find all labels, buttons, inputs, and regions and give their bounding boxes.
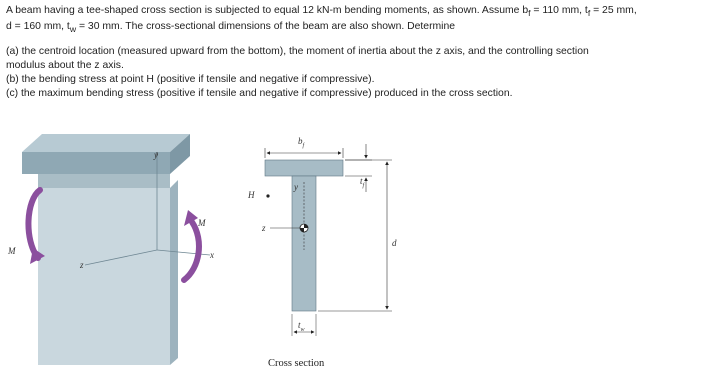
point-H-label: H xyxy=(248,190,255,200)
part-c: (c) the maximum bending stress (positive if tensile and negative if compressive) produced in the cross section. xyxy=(6,88,513,100)
part-b: (b) the bending stress at point H (positive if tensile and negative if compressive). xyxy=(6,74,375,86)
moment-right-label: M xyxy=(198,218,206,228)
problem-statement xyxy=(6,4,706,101)
figure-drawing xyxy=(0,130,713,380)
section-z-label: z xyxy=(262,223,266,233)
problem-intro-line2: d = 160 mm, $t_w = 30$ mm. The cross-sectional dimensions of the beam are also shown. Determine xyxy=(6,21,456,35)
tw-label: $t_w$ xyxy=(298,320,305,333)
problem-intro-line1: A beam having a tee-shaped cross section is subjected to equal 12 kN-m bending moments, as shown. Assume $b_f = 110$ mm, $t_f = 25$ mm, xyxy=(6,5,637,19)
beam-x-label: x xyxy=(210,250,214,260)
beam-web-shade xyxy=(38,174,170,188)
beam-y-label: y xyxy=(154,150,158,160)
beam-flange-front xyxy=(22,152,170,174)
part-a: (a) the centroid location (measured upward from the bottom), the moment of inertia about the z axis, and the controlling section modulus about the z axis. xyxy=(6,46,589,72)
tf-label: $t_f$ xyxy=(360,176,365,189)
figure xyxy=(0,130,713,380)
moment-arrow-right xyxy=(184,210,199,280)
tee-cross-section xyxy=(265,144,392,336)
moment-left-label: M xyxy=(8,246,16,256)
d-label: d xyxy=(392,238,397,248)
beam-web-side xyxy=(170,180,178,365)
bf-label: $b_f$ xyxy=(298,136,305,149)
point-H-dot xyxy=(266,194,269,197)
section-y-label: y xyxy=(294,182,298,192)
tee-beam-3d xyxy=(22,134,210,365)
section-flange xyxy=(265,160,343,176)
beam-web-front xyxy=(38,188,170,365)
beam-flange-top xyxy=(22,134,190,152)
figure-caption: Cross section xyxy=(268,358,325,369)
beam-z-label: z xyxy=(80,260,84,270)
